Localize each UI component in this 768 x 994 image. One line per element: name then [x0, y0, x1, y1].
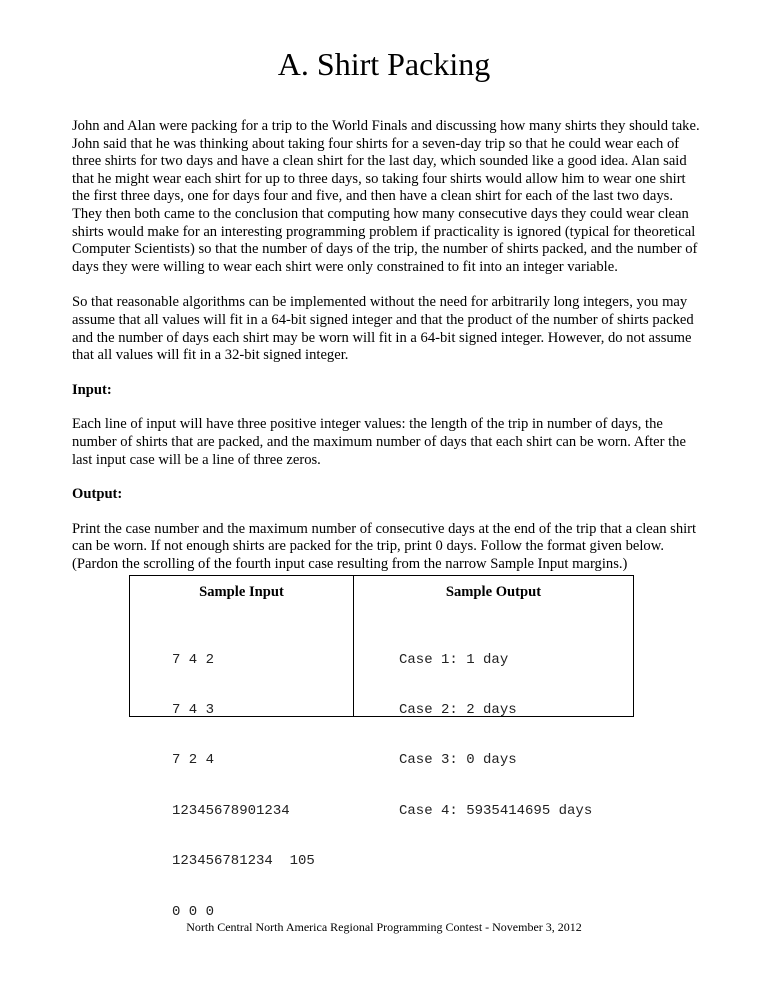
sample-output-column [354, 576, 633, 819]
sample-input-line: 123456781234 105 [172, 853, 315, 870]
output-description: Print the case number and the maximum number of consecutive days at the end of the trip that a clean shirt can be worn. If not enough shirts are packed for the trip, print 0 days. Follow the format given below. (Pardon the scrolling of the fourth input case resulting from the narrow Sample Input margins.) [72, 520, 697, 572]
sample-output-line: Case 3: 0 days [399, 752, 517, 769]
sample-input-line: 7 2 4 [172, 752, 215, 769]
sample-output-line: Case 2: 2 days [399, 701, 517, 718]
input-heading: Input: [72, 381, 112, 398]
sample-input-column [130, 576, 354, 920]
sample-input-lines [172, 618, 315, 954]
sample-output-line: Case 1: 1 day [399, 651, 509, 668]
sample-io-table [129, 575, 634, 920]
page-footer: North Central North America Regional Programming Contest - November 3, 2012 [186, 920, 582, 934]
sample-input-line: 7 4 3 [172, 701, 215, 718]
sample-input-line: 7 4 2 [172, 651, 215, 668]
intro-paragraph: John and Alan were packing for a trip to the World Finals and discussing how many shirts they should take. John said that he was thinking about taking four shirts for a seven-day trip so that he could wear each of three shirts for two days and have a clean shirt for the last day, which sounded like a good idea. Alan said that he might wear each shirt for up to three days, so taking four shirts would allow him to wear one shirt the first three days, one for days four and five, and then have a clean shirt for each of the last two days. They then both came to the conclusion that computing how many consecutive days they could wear clean shirts would make for an interesting programming problem if practicality is ignored (typical for theoretical Computer Scientists) so that the number of days of the trip, the number of shirts packed, and the number of days they were willing to wear each shirt were only constrained to fit into an integer variable. [72, 118, 700, 275]
page-title: A. Shirt Packing [277, 46, 491, 82]
output-heading: Output: [72, 486, 123, 503]
input-description: Each line of input will have three positive integer values: the length of the trip in number of days, the number of shirts that are packed, and the maximum number of days that each shirt can be worn. After the last input case will be a line of three zeros. [72, 416, 686, 468]
sample-input-line: 0 0 0 [172, 903, 215, 920]
constraints-paragraph: So that reasonable algorithms can be implemented without the need for arbitrarily long integers, you may assume that all values will fit in a 64-bit signed integer and that the product of the number of shirts packed and the number of days each shirt may be worn will fit in a 64-bit signed integer. However, do not assume that all values will fit in a 32-bit signed integer. [72, 294, 694, 364]
sample-input-heading: Sample Input [199, 584, 284, 600]
sample-output-heading: Sample Output [445, 584, 542, 600]
sample-output-line: Case 4: 5935414695 days [399, 802, 593, 819]
sample-output-lines [399, 618, 592, 853]
problem-statement [72, 118, 702, 590]
sample-input-line: 12345678901234 [172, 802, 290, 819]
